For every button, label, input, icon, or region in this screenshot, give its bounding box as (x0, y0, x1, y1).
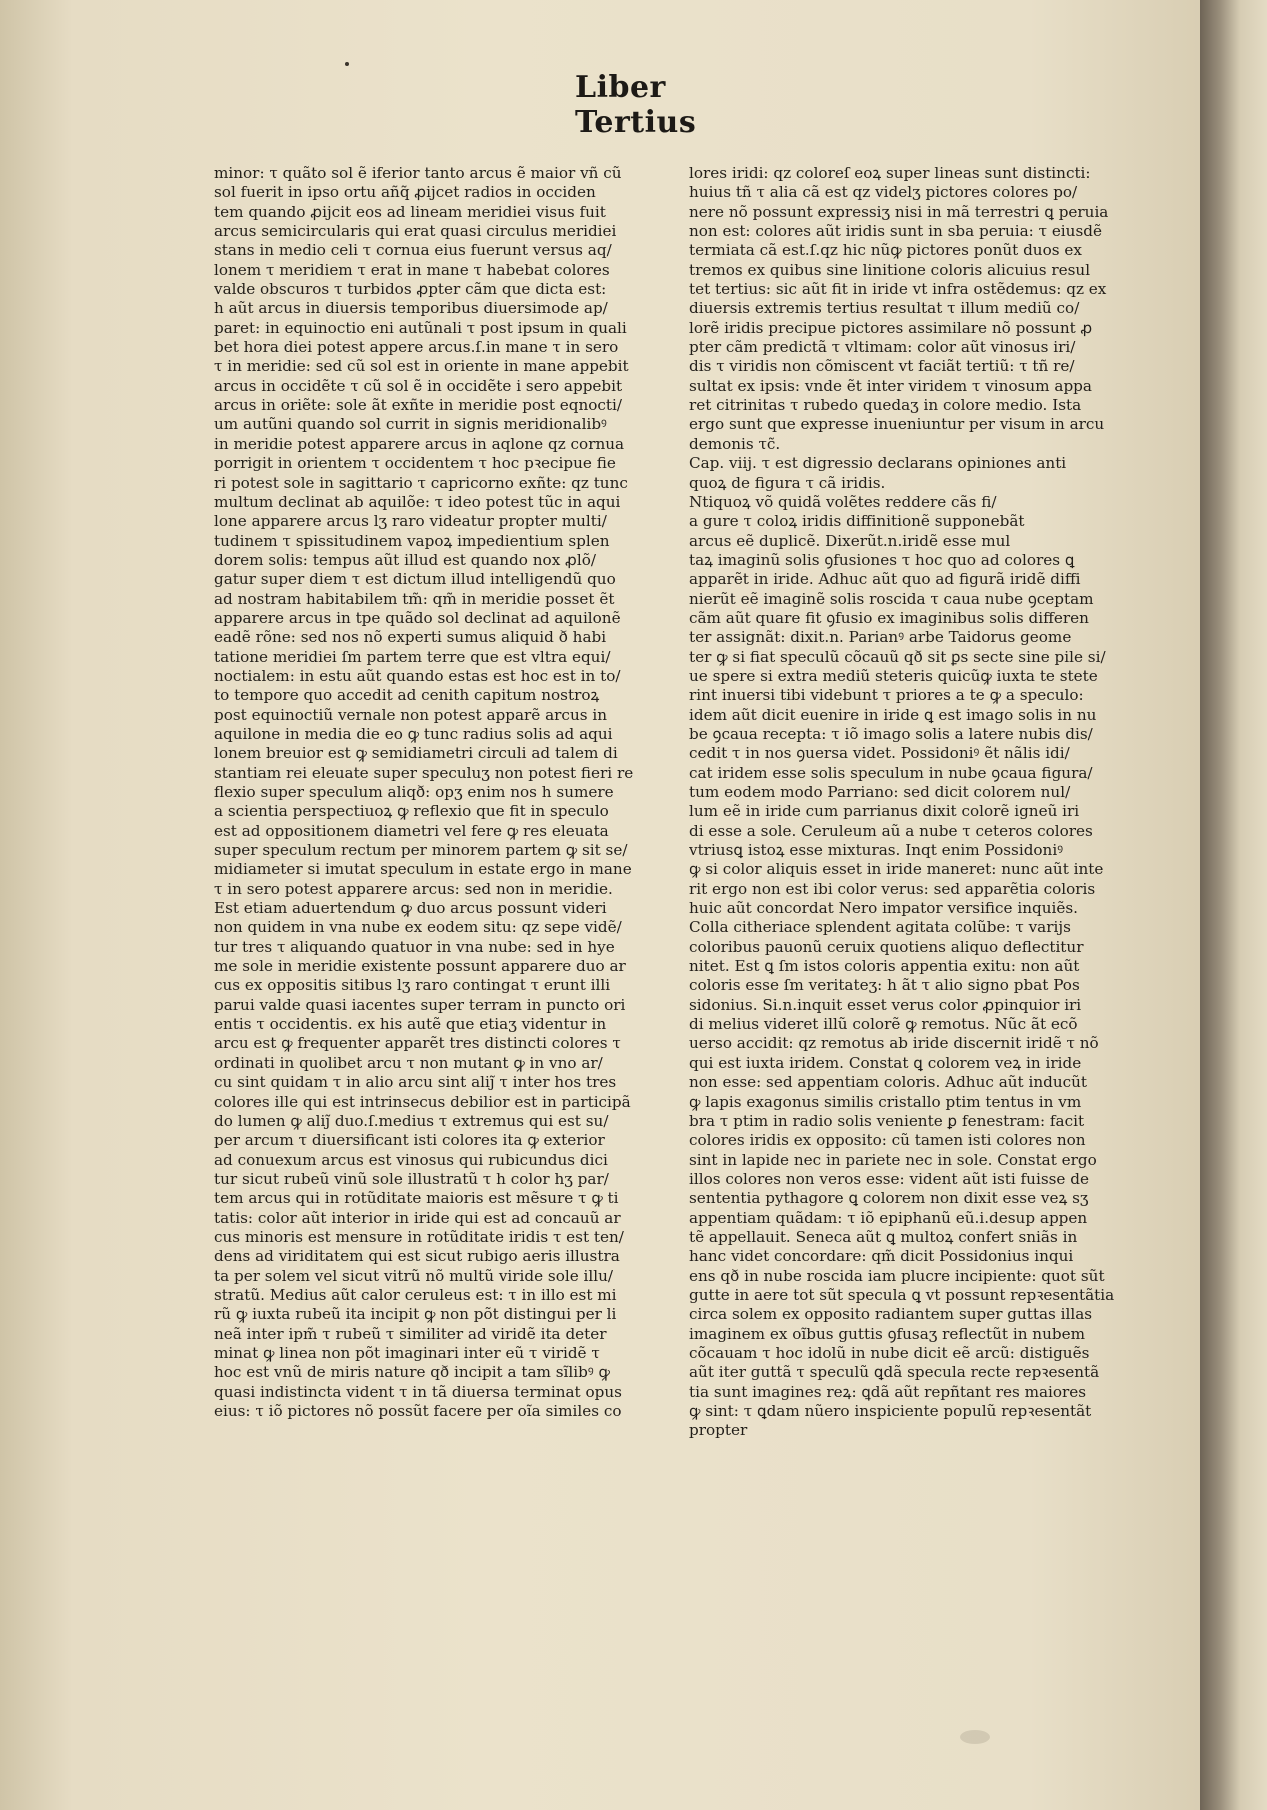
text-line: propter (689, 1421, 748, 1440)
text-line: stans in medio celi τ cornua eius fuerunt versus aq/ (214, 241, 612, 260)
text-line: do lumen ꝙ aliȷ̃ duo.ſ.medius τ extremus qui est su/ (214, 1111, 609, 1130)
text-line: rint inuersi tibi videbunt τ priores a te ꝙ a speculo: (689, 686, 1084, 705)
text-line: cus ex oppositis sitibus lʒ raro contingat τ erunt illi (214, 976, 611, 995)
text-line: be ꝯcaua recepta: τ iõ imago solis a latere nubis dis/ (689, 724, 1093, 743)
text-line: vtriusꝗ istoꝝ esse mixturas. Inqt enim Possidoniꝰ (689, 841, 1063, 860)
text-line: ta per solem vel sicut vitrũ nõ multũ viride sole illu/ (214, 1266, 614, 1285)
text-line: arcus in oriẽte: sole ãt exñte in meridie post eqnocti/ (214, 396, 623, 415)
text-line: valde obscuros τ turbidos ꝓpter cãm que dicta est: (214, 280, 607, 299)
text-line: pter cãm predictã τ vltimam: color aũt vinosus iri/ (689, 338, 1076, 357)
text-line: arcu est ꝙ frequenter apparẽt tres distincti colores τ (214, 1034, 621, 1053)
text-line: tur sicut rubeũ vinũ sole illustratũ τ h color hʒ par/ (214, 1169, 609, 1188)
text-line: multum declinat ab aquilõe: τ ideo potest tũc in aqui (214, 492, 621, 511)
text-line: sint in lapide nec in pariete nec in sole. Constat ergo (689, 1150, 1097, 1169)
text-line: tem quando ꝓijcit eos ad lineam meridiei visus fuit (214, 202, 606, 221)
text-line: in meridie potest apparere arcus in aqlone qz cornua (214, 434, 625, 453)
text-line: cus minoris est mensure in rotũditate iridis τ est ten/ (214, 1227, 624, 1246)
left-column (214, 164, 654, 1421)
text-line: lonem τ meridiem τ erat in mane τ habebat colores (214, 260, 610, 279)
text-line: tet tertius: sic aũt fit in iride vt infra ostẽdemus: qz ex (689, 280, 1107, 299)
text-line: cu sint quidam τ in alio arcu sint aliȷ̃ τ inter hos tres (214, 1073, 617, 1092)
text-line: dens ad viriditatem qui est sicut rubigo aeris illustra (214, 1247, 620, 1266)
text-line: gutte in aere tot sũt specula ꝗ vt possunt repꝛesentãtia (689, 1285, 1115, 1304)
text-line: imaginem ex oĩbus guttis ꝯfusaʒ reflectũt in nubem (689, 1324, 1085, 1343)
text-line: to tempore quo accedit ad cenith capitum nostroꝝ (214, 686, 600, 705)
text-line: porrigit in orientem τ occidentem τ hoc pꝛecipue fie (214, 454, 616, 473)
text-line: non quidem in vna nube ex eodem situ: qz sepe vidẽ/ (214, 918, 622, 937)
text-line: a gure τ coloꝝ iridis diffinitionẽ supponebãt (689, 512, 1025, 531)
text-line: entis τ occidentis. ex his autẽ que etiaʒ videntur in (214, 1015, 607, 1034)
text-line: illos colores non veros esse: vident aũt isti fuisse de (689, 1169, 1089, 1188)
text-line: flexio super speculum aliqð: opʒ enim nos h sumere (214, 783, 614, 801)
text-line: um autũni quando sol currit in signis meridionalibꝰ (214, 415, 607, 434)
text-line: apparere arcus in tpe quãdo sol declinat ad aquilonẽ (214, 608, 621, 627)
text-line: lonem breuior est ꝙ semidiametri circuli ad talem di (214, 744, 618, 763)
text-line: nierũt eẽ imaginẽ solis roscida τ caua nube ꝯceptam (689, 589, 1094, 608)
text-line: quasi indistincta vident τ in tã diuersa terminat opus (214, 1382, 622, 1401)
text-line: sol fuerit in ipso ortu añq̃ ꝓijcet radios in occiden (214, 183, 596, 202)
text-line: τ in meridie: sed cũ sol est in oriente in mane appebit (214, 357, 629, 376)
text-line: diuersis extremis tertius resultat τ illum mediũ co/ (689, 299, 1080, 318)
text-line: h aũt arcus in diuersis temporibus diuersimode ap/ (214, 299, 608, 318)
text-line: arcus in occidẽte τ cũ sol ẽ in occidẽte i sero appebit (214, 376, 623, 395)
text-line: dorem solis: tempus aũt illud est quando nox ꝓlõ/ (214, 550, 596, 569)
text-line: tur tres τ aliquando quatuor in vna nube: sed in hye (214, 937, 615, 956)
text-line: tremos ex quibus sine linitione coloris alicuius resul (689, 260, 1091, 279)
text-line: nitet. Est ꝗ ſm istos coloris appentia exitu: non aũt (689, 957, 1080, 976)
text-line: non esse: sed appentiam coloris. Adhuc aũt inducũt (689, 1073, 1087, 1092)
text-line: tem arcus qui in rotũditate maioris est mẽsure τ ꝙ ti (214, 1189, 619, 1208)
text-line: me sole in meridie existente possunt apparere duo ar (214, 957, 626, 976)
text-line: quoꝝ de figura τ cã iridis. (689, 473, 886, 492)
text-line: sidonius. Si.n.inquit esset verus color ꝓpinquior iri (689, 995, 1082, 1014)
text-line: lone apparere arcus lʒ raro videatur propter multi/ (214, 512, 607, 531)
text-line: stratũ. Medius aũt calor ceruleus est: τ in illo est mi (214, 1285, 617, 1304)
text-line: aquilone in media die eo ꝙ tunc radius solis ad aqui (214, 724, 613, 743)
text-line: parui valde quasi iacentes super terram in puncto ori (214, 995, 626, 1014)
text-line: per arcum τ diuersificant isti colores ita ꝙ exterior (214, 1131, 605, 1150)
text-line: tum eodem modo Parriano: sed dicit colorem nul/ (689, 783, 1071, 801)
text-line: ordinati in quolibet arcu τ non mutant ꝙ in vno ar/ (214, 1053, 603, 1072)
text-line: huius tñ τ alia cã est qz videlʒ pictores colores po/ (689, 183, 1078, 202)
text-line: tatione meridiei ſm partem terre que est vltra equi/ (214, 647, 611, 666)
text-line: ad nostram habitabilem tm̃: qm̃ in meridie posset ẽt (214, 589, 615, 608)
text-line: cãm aũt quare fit ꝯfusio ex imaginibus solis differen (689, 608, 1089, 627)
page-stain (960, 1730, 990, 1744)
text-line: lores iridi: qz coloreſ eoꝝ super lineas sunt distincti: (689, 164, 1091, 182)
text-line: ue spere si extra mediũ steteris quicũꝙ iuxta te stete (689, 666, 1098, 685)
text-line: circa solem ex opposito radiantem super guttas illas (689, 1305, 1093, 1324)
text-line: coloris esse ſm veritateʒ: h ãt τ alio signo pbat Pos (689, 976, 1080, 995)
text-line: dis τ viridis non cõmiscent vt faciãt tertiũ: τ tñ re/ (689, 357, 1075, 376)
text-line: noctialem: in estu aũt quando estas est hoc est in to/ (214, 666, 621, 685)
text-line: ꝙ sint: τ ꝗdam nũero inspiciente populũ repꝛesentãt (689, 1402, 1092, 1420)
text-line: tudinem τ spissitudinem vapoꝝ impedientium splen (214, 531, 610, 550)
text-line: sultat ex ipsis: vnde ẽt inter viridem τ vinosum appa (689, 376, 1092, 395)
text-line: rũ ꝙ iuxta rubeũ ita incipit ꝙ non põt distingui per li (214, 1305, 617, 1324)
text-line: tẽ appellauit. Seneca aũt ꝗ multoꝝ confert sniãs in (689, 1227, 1078, 1246)
text-line: paret: in equinoctio eni autũnali τ post ipsum in quali (214, 318, 627, 337)
text-line: ergo sunt que expresse inueniuntur per visum in arcu (689, 415, 1105, 434)
text-line: aũt iter guttã τ speculũ ꝗdã specula recte repꝛesentã (689, 1363, 1100, 1382)
text-line: stantiam rei eleuate super speculuʒ non potest fieri re (214, 763, 634, 782)
text-line: cat iridem esse solis speculum in nube ꝯcaua figura/ (689, 763, 1093, 782)
text-line: appentiam quãdam: τ iõ epiphanũ eũ.i.desup appen (689, 1208, 1088, 1227)
text-line: non est: colores aũt iridis sunt in sba peruia: τ eiusdẽ (689, 222, 1102, 241)
text-line: huic aũt concordat Nero impator versifice inquiẽs. (689, 899, 1078, 918)
text-line: eadẽ rõne: sed nos nõ experti sumus aliquid ð habi (214, 628, 607, 647)
text-line: nere nõ possunt expressiʒ nisi in mã terrestri ꝗ peruia (689, 202, 1109, 221)
text-line: post equinoctiũ vernale non potest apparẽ arcus in (214, 705, 607, 724)
text-line: midiameter si imutat speculum in estate ergo in mane (214, 860, 632, 879)
text-line: est ad oppositionem diametri vel fere ꝙ res eleuata (214, 821, 609, 840)
text-line: gatur super diem τ est dictum illud intelligendũ quo (214, 570, 616, 589)
text-line: colores ille qui est intrinsecus debilior est in participã (214, 1092, 631, 1111)
text-line: apparẽt in iride. Adhuc aũt quo ad figurã iridẽ diffi (689, 570, 1081, 589)
text-line: ter ꝙ si fiat speculũ cõcauũ qð sit ꝑs secte sine pile si/ (689, 647, 1106, 666)
text-line: eius: τ iõ pictores nõ possũt facere per oĩa similes co (214, 1402, 622, 1420)
text-line: hoc est vnũ de miris nature qð incipit a tam sĩlibꝰ ꝙ (214, 1363, 610, 1382)
book-gutter-edge (1200, 0, 1267, 1810)
text-line: ter assignãt: dixit.n. Parianꝰ arbe Taidorus geome (689, 628, 1072, 647)
text-line: coloribus pauonũ ceruix quotiens aliquo deflectitur (689, 937, 1084, 956)
text-line: termiata cã est.ſ.qz hic nũꝙ pictores ponũt duos ex (689, 241, 1082, 260)
text-line: qui est iuxta iridem. Constat ꝗ colorem veꝝ in iride (689, 1053, 1082, 1072)
text-line: colores iridis ex opposito: cũ tamen isti colores non (689, 1131, 1086, 1150)
text-line: Ntiquoꝝ võ quidã volẽtes reddere cãs fi/ (689, 492, 997, 511)
text-line: cõcauam τ hoc idolũ in nube dicit eẽ arcũ: distiguẽs (689, 1343, 1090, 1362)
text-line: minat ꝙ linea non põt imaginari inter eũ τ viridẽ τ (214, 1343, 600, 1362)
text-line: Cap. viij. τ est digressio declarans opiniones anti (689, 454, 1067, 473)
text-line: Colla citheriace splendent agitata colũbe: τ varijs (689, 918, 1071, 937)
text-line: cedit τ in nos ꝯuersa videt. Possidoniꝰ ẽt nãlis idi/ (689, 744, 1070, 763)
text-line: rit ergo non est ibi color verus: sed apparẽtia coloris (689, 879, 1096, 898)
text-line: di melius videret illũ colorẽ ꝙ remotus. Nũc ãt ecõ (689, 1015, 1078, 1034)
text-line: lum eẽ in iride cum parrianus dixit colorẽ igneũ iri (689, 802, 1080, 821)
ink-speck (345, 62, 349, 66)
text-line: minor: τ quãto sol ẽ iferior tanto arcus ẽ maior vñ cũ (214, 164, 622, 182)
text-line: a scientia perspectiuoꝝ ꝙ reflexio que fit in speculo (214, 802, 609, 821)
text-line: idem aũt dicit euenire in iride ꝗ est imago solis in nu (689, 705, 1097, 724)
text-line: neã inter ipm̃ τ rubeũ τ similiter ad viridẽ ita deter (214, 1324, 607, 1343)
text-line: arcus semicircularis qui erat quasi circulus meridiei (214, 222, 617, 241)
text-line: ens qð in nube roscida iam plucre incipiente: quot sũt (689, 1266, 1105, 1285)
text-line: ꝙ si color aliquis esset in iride maneret: nunc aũt inte (689, 860, 1104, 879)
text-line: bet hora diei potest appere arcus.ſ.in mane τ in sero (214, 338, 619, 357)
text-line: bra τ ptim in radio solis veniente ꝑ fenestram: facit (689, 1111, 1085, 1130)
text-line: lorẽ iridis precipue pictores assimilare nõ possunt ꝓ (689, 318, 1093, 337)
text-line: demonis τc̃. (689, 434, 781, 453)
text-line: di esse a sole. Ceruleum aũ a nube τ ceteros colores (689, 821, 1093, 840)
text-line: tia sunt imagines reꝝ: ꝗdã aũt repñtant res maiores (689, 1382, 1087, 1401)
text-line: sententia pythagore ꝗ colorem non dixit esse veꝝ sʒ (689, 1189, 1089, 1208)
text-line: ꝙ lapis exagonus similis cristallo ptim tentus in vm (689, 1092, 1082, 1111)
text-line: tatis: color aũt interior in iride qui est ad concauũ ar (214, 1208, 621, 1227)
text-line: τ in sero potest apparere arcus: sed non in meridie. (214, 879, 613, 898)
text-line: uerso accidit: qz remotus ab iride discernit iridẽ τ nõ (689, 1034, 1099, 1053)
right-column (689, 164, 1119, 1441)
text-line: Est etiam aduertendum ꝙ duo arcus possunt videri (214, 899, 607, 918)
text-line: arcus eẽ duplicẽ. Dixerũt.n.iridẽ esse mul (689, 531, 1011, 550)
text-line: ri potest sole in sagittario τ capricorno exñte: qz tunc (214, 473, 628, 492)
text-line: ad conuexum arcus est vinosus qui rubicundus dici (214, 1150, 608, 1169)
text-line: taꝝ imaginũ solis ꝯfusiones τ hoc quo ad colores ꝗ (689, 550, 1075, 569)
text-line: super speculum rectum per minorem partem ꝙ sit se/ (214, 841, 628, 860)
text-line: ret citrinitas τ rubedo quedaʒ in colore medio. Ista (689, 396, 1082, 415)
running-head: Liber Tertius (575, 70, 697, 140)
text-line: hanc videt concordare: qm̃ dicit Possidonius inqui (689, 1247, 1074, 1266)
